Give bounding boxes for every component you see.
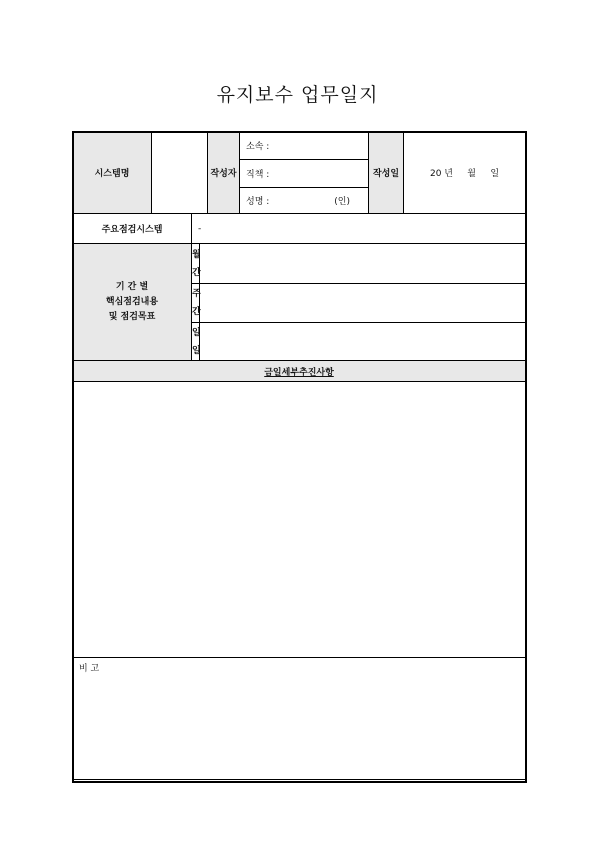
name-field[interactable] <box>240 188 369 214</box>
remarks-field[interactable] <box>73 658 526 780</box>
system-name-label: 시스템명 <box>73 132 152 214</box>
period-label-line1: 기 간 별 <box>115 281 149 292</box>
period-label <box>73 244 192 361</box>
today-heading: 금일세부추진사항 <box>73 361 526 382</box>
seal-mark: (인) <box>334 197 350 207</box>
weekly-content[interactable] <box>200 284 526 323</box>
position-field[interactable]: 직책 : <box>240 160 369 188</box>
today-content[interactable] <box>73 382 526 658</box>
author-label: 작성자 <box>208 132 240 214</box>
period-label-line2: 핵심점검내용 <box>105 296 159 307</box>
date-label: 작성일 <box>369 132 404 214</box>
weekly-label <box>192 284 200 323</box>
daily-label-2: 일 <box>192 345 201 356</box>
work-log-form <box>72 131 525 781</box>
weekly-label-1: 주 <box>192 289 201 299</box>
main-system-label: 주요점검시스템 <box>73 214 192 244</box>
period-label-line3: 및 점검목표 <box>108 311 156 322</box>
weekly-label-2: 간 <box>192 307 201 317</box>
form-table <box>72 131 526 780</box>
monthly-content[interactable] <box>200 244 526 284</box>
affiliation-field[interactable]: 소속 : <box>240 132 369 160</box>
monthly-label-2: 간 <box>192 267 201 278</box>
name-label: 성명 : <box>246 197 270 207</box>
daily-content[interactable] <box>200 323 526 361</box>
remarks-label: 비 고 <box>79 664 100 674</box>
monthly-label-1: 월 <box>192 249 201 260</box>
daily-label-1: 일 <box>192 327 201 338</box>
date-month: 월 <box>467 169 476 179</box>
document-title: 유지보수 업무일지 <box>216 84 379 106</box>
date-year: 20 년 <box>429 169 453 179</box>
main-system-value[interactable]: - <box>192 214 526 244</box>
daily-label <box>192 323 200 361</box>
date-value[interactable] <box>404 132 526 214</box>
monthly-label <box>192 244 200 284</box>
system-name-value[interactable] <box>152 132 208 214</box>
date-day: 일 <box>490 169 500 179</box>
